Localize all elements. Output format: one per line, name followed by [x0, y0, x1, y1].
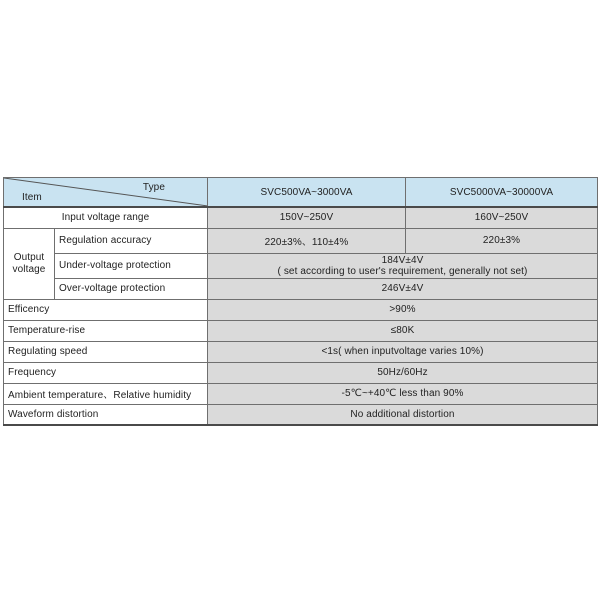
- row-label: Temperature-rise: [4, 320, 208, 341]
- row-label: Waveform distortion: [4, 404, 208, 425]
- table-row: [4, 362, 598, 383]
- table-row: [4, 253, 598, 278]
- row-value: 220±3%、110±4%: [208, 228, 406, 253]
- output-voltage-group-label: Output voltage: [4, 228, 55, 299]
- item-header-label: Item: [22, 192, 42, 203]
- table-row: [4, 341, 598, 362]
- row-value: -5℃~+40℃ less than 90%: [208, 383, 598, 404]
- row-label: Regulation accuracy: [55, 228, 208, 253]
- table-row: [4, 228, 598, 253]
- row-value: 246V±4V: [208, 278, 598, 299]
- table-row: [4, 207, 598, 228]
- header-row: [4, 178, 598, 208]
- row-value: 220±3%: [406, 228, 598, 253]
- spec-table: [3, 177, 598, 426]
- row-label: Regulating speed: [4, 341, 208, 362]
- row-label: Ambient temperature、Relative humidity: [4, 383, 208, 404]
- row-label: Over-voltage protection: [55, 278, 208, 299]
- table-row: [4, 320, 598, 341]
- row-value: 50Hz/60Hz: [208, 362, 598, 383]
- row-value: [208, 253, 598, 278]
- row-value: No additional distortion: [208, 404, 598, 425]
- type-header-label: Type: [142, 182, 165, 193]
- value-line: ( set according to user's requirement, generally not set): [277, 265, 528, 277]
- table-row: [4, 383, 598, 404]
- row-value: <1s( when inputvoltage varies 10%): [208, 341, 598, 362]
- table-row: [4, 404, 598, 425]
- row-label: Under-voltage protection: [55, 253, 208, 278]
- model-b-header: SVC5000VA~30000VA: [406, 178, 598, 208]
- item-type-header-cell: [4, 178, 208, 208]
- row-value: 150V~250V: [208, 207, 406, 228]
- value-line: 184V±4V: [381, 254, 424, 266]
- row-label: Efficency: [4, 299, 208, 320]
- model-a-header: SVC500VA~3000VA: [208, 178, 406, 208]
- row-value: ≤80K: [208, 320, 598, 341]
- row-label: Input voltage range: [4, 207, 208, 228]
- row-label: Frequency: [4, 362, 208, 383]
- table-row: [4, 299, 598, 320]
- row-value: >90%: [208, 299, 598, 320]
- table-row: [4, 278, 598, 299]
- row-value: 160V~250V: [406, 207, 598, 228]
